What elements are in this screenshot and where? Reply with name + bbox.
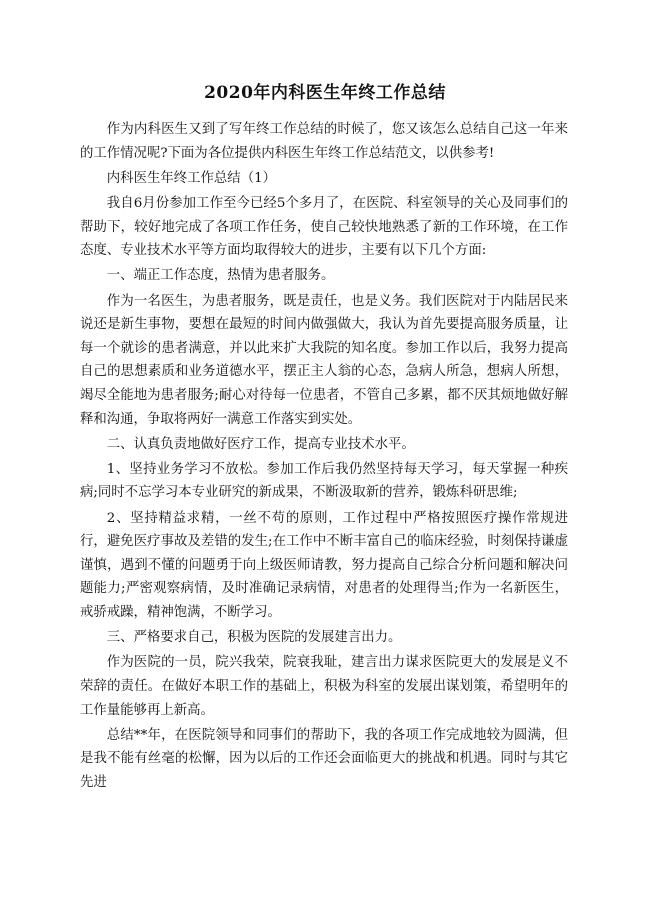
paragraph-section-heading: 内科医生年终工作总结（1） [106, 170, 277, 186]
paragraph-study: 1、坚持业务学习不放松。参加工作后我仍然坚持每天学习，每天掌握一种疾病;同时不忘学习本专业研究的新成果，不断汲取新的营养，锻炼科研思维; [80, 461, 568, 501]
document-body [80, 118, 568, 796]
paragraph-contribution: 作为医院的一员，院兴我荣，院衰我耻，建言出力谋求医院更大的发展是义不荣辞的责任。在做好本职工作的基础上，积极为科室的发展出谋划策，希望明年的工作量能够再上新高。 [80, 655, 568, 718]
paragraph-precision: 2、坚持精益求精，一丝不苟的原则，工作过程中严格按照医疗操作常规进行，避免医疗事故及差错的发生;在工作中不断丰富自己的临床经验，时刻保持谦虚谨慎，遇到不懂的问题勇于向上级医师请教，努力提高自己综合分析问题和解决问题能力;严密观察病情，及时准确记录病情，对患者的处理得当;作为一名新医生，戒骄戒躁，精神饱满，不断学习。 [80, 510, 568, 621]
paragraph-service: 作为一名医生，为患者服务，既是责任，也是义务。我们医院对于内陆居民来说还是新生事物，要想在最短的时间内做强做大，我认为首先要提高服务质量，让每一个就诊的患者满意，并以此来扩大我院的知名度。参加工作以后，我努力提高自己的思想素质和业务道德水平，摆正主人翁的心态，急病人所急，想病人所想，竭尽全能地为患者服务;耐心对待每一位患者，不管自己多累，都不厌其烦地做好解释和沟通，争取将两好一满意工作落实到实处。 [80, 293, 568, 427]
paragraph-summary: 总结**年，在医院领导和同事们的帮助下，我的各项工作完成地较为圆满，但是我不能有丝毫的松懈，因为以后的工作还会面临更大的挑战和机遇。同时与其它先进 [80, 727, 568, 790]
paragraph-heading-two: 二、认真负责地做好医疗工作，提高专业技术水平。 [106, 436, 415, 452]
paragraph-intro: 作为内科医生又到了写年终工作总结的时候了，您又该怎么总结自己这一年来的工作情况呢?下面为各位提供内科医生年终工作总结范文，以供参考! [80, 122, 568, 161]
paragraph-heading-one: 一、端正工作态度，热情为患者服务。 [106, 268, 335, 284]
paragraph-heading-three: 三、严格要求自己，积极为医院的发展建言出力。 [106, 630, 402, 646]
document-title: 2020年内科医生年终工作总结 [204, 83, 446, 103]
paragraph-opening: 我自6月份参加工作至今已经5个多月了，在医院、科室领导的关心及同事们的帮助下，较好地完成了各项工作任务，使自己较快地熟悉了新的工作环境，在工作态度、专业技术水平等方面均取得较大的进步，主要有以下几个方面: [80, 195, 568, 259]
